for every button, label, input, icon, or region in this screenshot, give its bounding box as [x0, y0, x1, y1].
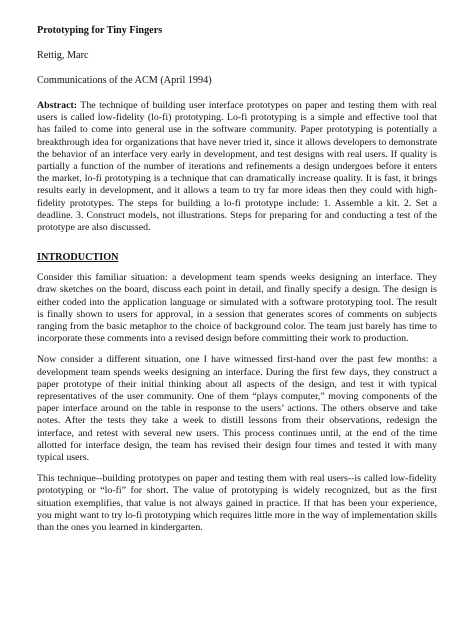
paragraph: Now consider a different situation, one I have witnessed first-hand over the past few months: a development team spends weeks designing an interface. During the first few days, they construct a paper prototype of their initial thinking about all aspects of the design, and test it with typical representatives of the user community. One of them “plays computer,” moving components of the paper interface around on the table in response to the users’ actions. The others observe and take notes. After the tests they take a week to distill lessons from their observations, redesign the interface, and retest with several new users. This process continues until, at the end of the time allotted for interface design, the team has revised their design four times and tested it with many typical users. — [37, 354, 437, 464]
section-heading-introduction: INTRODUCTION — [37, 252, 119, 264]
document-page — [37, 24, 437, 534]
abstract-label: Abstract: — [37, 100, 78, 111]
paragraph: This technique--building prototypes on paper and testing them with real users--is called low-fidelity prototyping or “lo-fi” for short. The value of prototyping is widely recognized, but as the first situation exemplifies, that value is not always gained in practice. If that has been your experience, you might want to try lo-fi prototyping which requires little more in the way of implementation skills than the ones you learned in kindergarten. — [37, 473, 437, 534]
document-author: Rettig, Marc — [37, 50, 89, 61]
abstract — [37, 100, 437, 234]
document-title: Prototyping for Tiny Fingers — [37, 25, 163, 36]
document-source: Communications of the ACM (April 1994) — [37, 75, 212, 86]
abstract-text: The technique of building user interface prototypes on paper and testing them with real users is called low-fidelity (lo-fi) prototyping. Lo-fi prototyping is a simple and effective tool that has failed to come into general use in the software community. Paper prototyping is potentially a breakthrough idea for organizations that have never tried it, since it allows developers to demonstrate the behavior of an interface very early in development, and test designs with real users. If quality is partially a function of the number of iterations and refinements a design undergoes before it enters the market, lo-fi prototyping is a technique that can dramatically increase quality. It is fast, it brings results early in development, and it allows a team to try far more ideas then they could with high-fidelity prototypes. The steps for building a lo-fi prototype include: 1. Assemble a kit. 2. Set a deadline. 3. Construct models, not illustrations. Steps for preparing for and conducting a test of the prototype are also discussed. — [37, 100, 437, 234]
paragraph: Consider this familiar situation: a development team spends weeks designing an interface. They draw sketches on the board, discuss each point in detail, and finally specify a design. The design is either coded into the application language or simulated with a software prototyping tool. The result is finally shown to users for approval, in a session that generates scores of comments on subjects ranging from the basic metaphor to the choice of background color. The team just barely has time to incorporate these comments into a revised design before committing their work to production. — [37, 272, 437, 345]
